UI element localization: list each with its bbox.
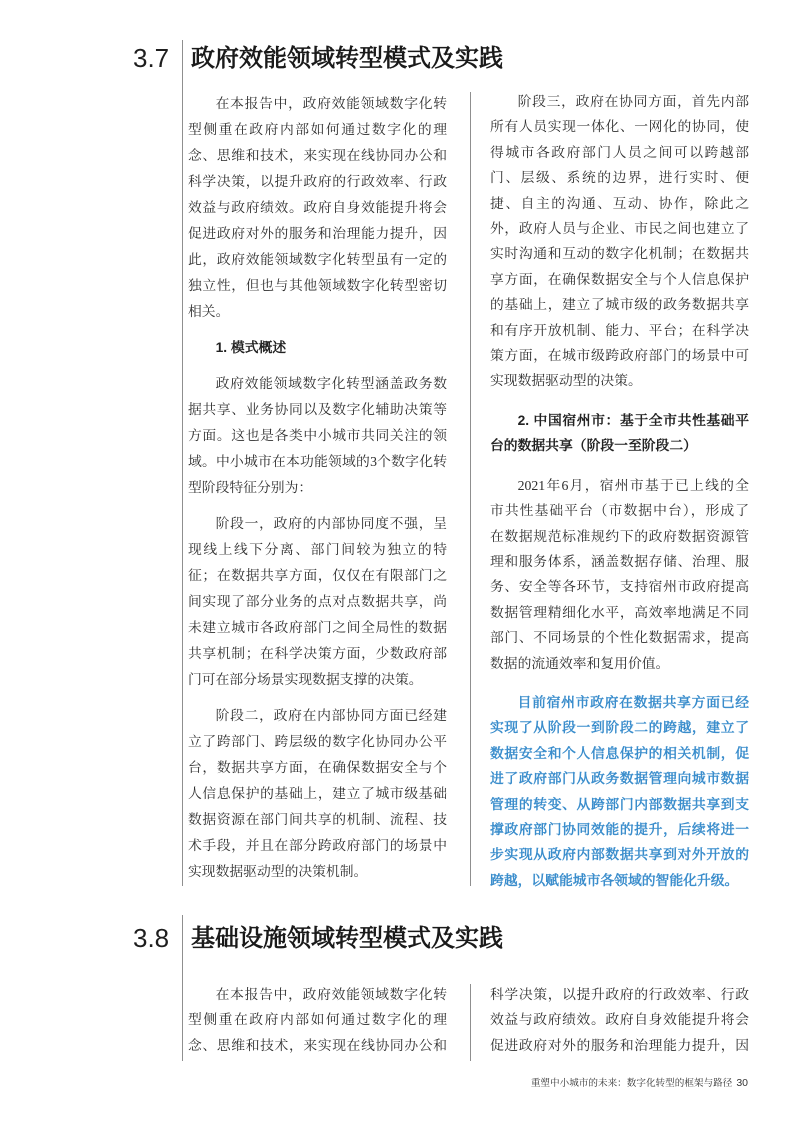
text-line: 得城市各政府部门人员之间可以跨越部 xyxy=(490,144,749,160)
paragraph-intro-continued xyxy=(490,982,749,1058)
text-line: 进了政府部门从政务数据管理向城市数据 xyxy=(490,771,749,787)
text-line: 在本报告中，政府效能领域数字化转 xyxy=(215,96,447,111)
text-line: 促进政府对外的服务和治理能力提升，因 xyxy=(490,1037,749,1053)
section-title: 政府效能领域转型模式及实践 xyxy=(191,43,503,72)
section-title: 基础设施领域转型模式及实践 xyxy=(191,923,503,952)
text-line: 捷、自主的沟通、互动、协作，除此之 xyxy=(490,195,749,211)
text-line: 务、安全等各环节，支持宿州市政府提高 xyxy=(490,579,749,595)
text-line: 和有序开放机制、能力、平台；在科学决 xyxy=(490,322,749,338)
text-line: 部门、不同场景的个性化数据需求，提高 xyxy=(490,630,749,646)
text-line: 实现数据驱动型的决策。 xyxy=(490,373,642,389)
text-line: 实现了从阶段一到阶段二的跨越，建立了 xyxy=(490,720,749,736)
highlight-paragraph xyxy=(490,690,749,893)
text-line: 所有人员实现一体化、一网化的协同，使 xyxy=(490,119,749,135)
text-line: 阶段一，政府的内部协同度不强，呈 xyxy=(215,516,447,531)
text-line: 门、层级、系统的边界，进行实时、便 xyxy=(490,170,749,186)
text-line: 此，政府效能领域数字化转型虽有一定的 xyxy=(188,252,447,267)
paragraph-intro xyxy=(188,982,447,1058)
text-line: 术手段，并且在部分跨政府部门的场景中 xyxy=(188,838,447,853)
paragraph-stage-two xyxy=(188,703,447,885)
text-line: 型阶段特征分别为： xyxy=(188,480,313,495)
text-line: 市共性基础平台（市数据中台），形成了 xyxy=(490,503,749,519)
subheading-suzhou-case xyxy=(490,408,749,459)
text-line: 跨越，以赋能城市各领域的智能化升级。 xyxy=(490,872,739,888)
text-line: 2. 中国宿州市：基于全市共性基础平 xyxy=(517,412,749,428)
text-line: 政府效能领域数字化转型涵盖政务数 xyxy=(215,376,447,391)
column-divider xyxy=(470,984,471,1061)
text-line: 策方面，在城市级跨政府部门的场景中可 xyxy=(490,348,749,364)
text-line: 共享机制；在科学决策方面，少数政府部 xyxy=(188,646,447,661)
text-line: 阶段二，政府在内部协同方面已经建 xyxy=(215,708,447,723)
text-line: 现线上线下分离、部门间较为独立的特 xyxy=(188,542,447,557)
text-line: 域。中小城市在本功能领域的3个数字化转 xyxy=(188,454,447,469)
text-line: 念、思维和技术，来实现在线协同办公和 xyxy=(188,1037,447,1053)
text-line: 数据资源在部门间共享的机制、流程、技 xyxy=(188,812,447,827)
text-line: 实时沟通和互动的数字化机制；在数据共 xyxy=(490,246,749,262)
paragraph-stage-one xyxy=(188,511,447,693)
text-line: 享方面，在确保数据安全与个人信息保护 xyxy=(490,271,749,287)
text-line: 在数据规范标准规约下的政府数据资源管 xyxy=(490,528,749,544)
right-column xyxy=(490,89,749,907)
text-line: 未建立城市各政府部门之间全局性的数据 xyxy=(188,620,447,635)
text-line: 台，数据共享方面，在确保数据安全与个 xyxy=(188,760,447,775)
text-line: 效益与政府绩效。政府自身效能提升将会 xyxy=(490,1012,749,1028)
text-line: 台的数据共享（阶段一至阶段二） xyxy=(490,438,697,454)
section-number: 3.8 xyxy=(133,923,170,953)
paragraph-overview xyxy=(188,371,447,501)
column-divider xyxy=(470,92,471,886)
text-line: 数据的流通效率和复用价值。 xyxy=(490,655,670,671)
text-line: 立了跨部门、跨层级的数字化协同办公平 xyxy=(188,734,447,749)
text-line: 步实现从政府内部数据共享到对外开放的 xyxy=(490,847,749,863)
text-line: 相关。 xyxy=(188,304,230,319)
footer-title: 重塑中小城市的未来：数字化转型的框架与路径 xyxy=(530,1078,733,1089)
left-column xyxy=(188,982,447,1058)
text-line: 科学决策，以提升政府的行政效率、行政 xyxy=(188,174,447,189)
text-line: 目前宿州市政府在数据共享方面已经 xyxy=(517,694,749,710)
text-line: 据共享、业务协同以及数字化辅助决策等 xyxy=(188,402,447,417)
text-line: 效益与政府绩效。政府自身效能提升将会 xyxy=(188,200,447,215)
page-footer xyxy=(531,1076,748,1091)
section-number: 3.7 xyxy=(133,43,170,73)
text-line: 阶段三，政府在协同方面，首先内部 xyxy=(517,94,749,109)
text-line: 独立性，但也与其他领域数字化转型密切 xyxy=(188,278,447,293)
text-line: 型侧重在政府内部如何通过数字化的理 xyxy=(188,1012,447,1028)
text-line: 促进政府对外的服务和治理能力提升，因 xyxy=(188,226,447,241)
text-line: 数据安全和个人信息保护的相关机制，促 xyxy=(490,745,749,761)
page-number: 30 xyxy=(736,1077,748,1089)
text-line: 理和服务体系，涵盖数据存储、治理、服 xyxy=(490,553,749,569)
text-line: 门可在部分场景实现数据支撑的决策。 xyxy=(188,672,423,687)
section-rule xyxy=(182,40,183,886)
paragraph-stage-three xyxy=(490,89,749,394)
text-line: 撑政府部门协同效能的提升，后续将进一 xyxy=(490,821,749,837)
text-line: 人信息保护的基础上，建立了城市级基础 xyxy=(188,786,447,801)
text-line: 实现数据驱动型的决策机制。 xyxy=(188,864,368,879)
text-line: 型侧重在政府内部如何通过数字化的理 xyxy=(188,122,447,137)
text-line: 的基础上，建立了城市级的政务数据共享 xyxy=(490,297,749,313)
text-line: 数据管理精细化水平，高效率地满足不同 xyxy=(490,604,749,620)
text-line: 方面。这也是各类中小城市共同关注的领 xyxy=(188,428,447,443)
section-rule xyxy=(182,915,183,1061)
text-line: 科学决策，以提升政府的行政效率、行政 xyxy=(490,987,749,1002)
paragraph-suzhou-platform xyxy=(490,473,749,676)
text-line: 外，政府人员与企业、市民之间也建立了 xyxy=(490,221,749,237)
paragraph-intro xyxy=(188,91,447,325)
text-line: 念、思维和技术，来实现在线协同办公和 xyxy=(188,148,447,163)
text-line: 在本报告中，政府效能领域数字化转 xyxy=(215,987,447,1002)
text-line: 征；在数据共享方面，仅仅在有限部门之 xyxy=(188,568,447,583)
subheading-mode-overview: 1. 模式概述 xyxy=(215,340,287,355)
right-column xyxy=(490,982,749,1058)
text-line: 间实现了部分业务的点对点数据共享，尚 xyxy=(188,594,447,609)
text-line: 管理的转变、从跨部门内部数据共享到支 xyxy=(490,796,749,812)
left-column xyxy=(188,91,447,895)
text-line: 2021年6月，宿州市基于已上线的全 xyxy=(517,477,749,493)
